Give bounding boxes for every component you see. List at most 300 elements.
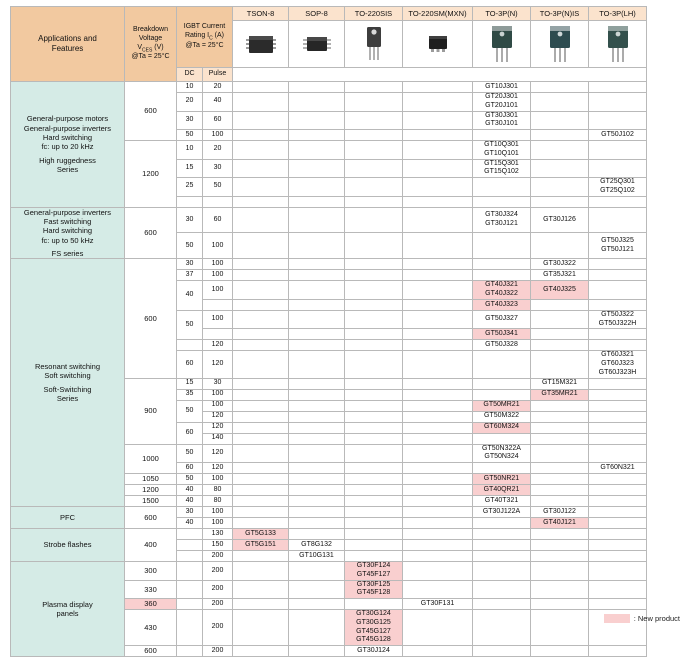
part-number: GT30J124 [357,646,390,654]
part-number-cell-to220sis [345,233,403,259]
header-package-to3pnis: TO-3P(N)IS [531,7,589,21]
pulse-current-cell [203,329,233,340]
part-number-cell-sop8 [289,646,345,657]
header-applications-features [11,7,125,82]
dc-current-cell: 35 [177,389,203,400]
part-number-cell-to220sm [403,159,473,178]
pulse-current-cell: 100 [203,400,233,411]
part-number: GT5G151 [245,540,276,548]
part-number-cell-sop8 [289,474,345,485]
part-number-cell-to220sm [403,400,473,411]
part-number-cell-to3pnis [531,422,589,433]
part-number-cell-to220sm [403,551,473,562]
dc-current-cell: 40 [177,485,203,496]
pulse-current-cell: 200 [203,610,233,646]
pulse-current-cell: 120 [203,411,233,422]
header-package-tson8: TSON-8 [233,7,289,21]
application-group-line: Series [56,394,79,404]
header-breakdown-line4: @Ta = 25°C [131,53,170,61]
part-number: GT30F131 [420,599,455,607]
part-number-cell-to220sis [345,599,403,610]
part-number-cell-to3plh [589,130,647,141]
to220sm-package-icon [403,21,473,68]
part-number-cell-sop8 [289,351,345,378]
part-number: GT40J323 [485,300,518,308]
part-number-cell-to3plh [589,463,647,474]
pulse-current-cell: 80 [203,496,233,507]
part-number-cell-to220sm [403,351,473,378]
part-number: GT25Q301 [600,178,635,185]
part-number-cell-to220sis [345,130,403,141]
part-number: GT50N322A [482,444,521,452]
part-number: GT40J325 [543,285,576,293]
part-number-cell-to220sis [345,646,403,657]
dc-current-cell: 50 [177,444,203,463]
part-number-cell-tson8 [233,130,289,141]
application-group-line: Strobe flashes [43,540,92,550]
part-number-cell-tson8 [233,411,289,422]
dc-current-cell: 10 [177,141,203,160]
part-number-cell-tson8 [233,485,289,496]
part-number-cell-tson8 [233,196,289,207]
part-number: GT10Q301 [484,141,519,148]
part-number-cell-to220sis [345,270,403,281]
part-number-cell-tson8 [233,82,289,93]
pulse-current-cell: 120 [203,444,233,463]
application-group-cell [11,507,125,529]
part-number-cell-to3plh [589,400,647,411]
application-group-line: panels [56,609,79,619]
breakdown-voltage-cell: 600 [125,646,177,657]
header-spacer [233,68,647,82]
application-group-line: Resonant switching [34,362,101,371]
part-number-cell-to220sm [403,496,473,507]
part-number-cell-to3pn [473,196,531,207]
part-number: GT8G132 [301,540,332,548]
pulse-current-cell [203,196,233,207]
part-number-cell-to3pn [473,178,531,197]
part-number-cell-to3pnis [531,329,589,340]
pulse-current-cell: 100 [203,259,233,270]
header-pulse: Pulse [203,68,233,82]
part-number-cell-to220sis [345,310,403,329]
pulse-current-cell: 100 [203,507,233,518]
to3pn-package-icon [473,21,531,68]
part-number-cell-to3pnis [531,444,589,463]
application-group-cell [11,82,125,208]
part-number-cell-to3plh [589,329,647,340]
breakdown-voltage-cell: 330 [125,580,177,599]
part-number-cell-to220sis [345,281,403,300]
application-group-line: General-purpose motors [26,114,109,124]
part-number: GT25Q102 [600,186,635,194]
part-number-cell-tson8 [233,159,289,178]
pulse-current-cell: 120 [203,422,233,433]
header-breakdown-line1: Breakdown [132,26,169,34]
pulse-current-cell: 30 [203,378,233,389]
part-number: GT5G133 [245,529,276,537]
application-group-cell [11,529,125,562]
part-number-cell-to3pn [473,540,531,551]
application-group-line: Soft switching [44,371,91,381]
part-number-cell-sop8 [289,178,345,197]
application-group-line: Hard switching [42,132,93,142]
part-number: GT40J322 [485,290,518,298]
dc-current-cell: 30 [177,259,203,270]
part-number-cell-to220sm [403,463,473,474]
part-number: GT50NR21 [483,474,520,482]
dc-current-cell [177,599,203,610]
part-number-cell-to220sm [403,207,473,233]
part-number-cell-to3pn [473,529,531,540]
dc-current-cell: 40 [177,518,203,529]
part-number-cell-to220sis [345,196,403,207]
pulse-current-cell: 60 [203,111,233,130]
part-number-cell-to220sm [403,518,473,529]
part-number-cell-sop8 [289,610,345,646]
part-number: GT15Q301 [484,159,519,167]
part-number: GT30J126 [543,215,576,223]
pulse-current-cell: 200 [203,646,233,657]
part-number-cell-to220sis [345,433,403,444]
part-number-cell-to3pnis [531,646,589,657]
table-row [11,207,647,233]
dc-current-cell [177,580,203,599]
header-current-line1: IGBT Current [183,23,226,31]
part-number-cell-to220sm [403,610,473,646]
dc-current-cell: 30 [177,207,203,233]
part-number-cell-tson8 [233,111,289,130]
part-number: GT40J121 [543,518,576,526]
part-number-cell-to3plh [589,207,647,233]
dc-current-cell: 60 [177,351,203,378]
part-number-cell-to3plh [589,233,647,259]
breakdown-voltage-cell: 400 [125,529,177,562]
part-number-cell-to220sm [403,329,473,340]
part-number-cell-to3plh [589,599,647,610]
dc-current-cell [177,540,203,551]
part-number: GT50J325 [601,237,634,245]
part-number-cell-sop8 [289,562,345,581]
part-number-cell-to3pn [473,270,531,281]
part-number-cell-to3pnis [531,529,589,540]
part-number-cell-sop8 [289,130,345,141]
part-number-cell-to3pnis [531,562,589,581]
breakdown-voltage-cell: 430 [125,610,177,646]
part-number-cell-tson8 [233,281,289,300]
part-number-cell-to220sis [345,463,403,474]
part-number-cell-to3plh [589,141,647,160]
part-number: GT10J301 [485,82,518,90]
dc-current-cell [177,551,203,562]
part-number-cell-to3plh [589,178,647,197]
dc-current-cell: 20 [177,93,203,112]
dc-current-cell: 10 [177,82,203,93]
dc-current-cell [177,196,203,207]
part-number: GT50MR21 [483,401,520,409]
part-number-cell-to3pnis [531,496,589,507]
part-number: GT50J322H [598,319,637,327]
part-number-cell-to220sis [345,411,403,422]
part-number-cell-sop8 [289,259,345,270]
part-number-cell-sop8 [289,433,345,444]
application-group-line: Hard switching [42,226,93,236]
part-number-cell-to220sis [345,444,403,463]
part-number-cell-to3pn [473,340,531,351]
header-package-to3plh: TO-3P(LH) [589,7,647,21]
part-number-cell-to220sm [403,111,473,130]
part-number-cell-to3pnis [531,178,589,197]
part-number-cell-sop8 [289,207,345,233]
part-number-cell-to3pnis [531,474,589,485]
application-group-cell [11,259,125,507]
part-number-cell-to3pn [473,93,531,112]
part-number-cell-sop8 [289,411,345,422]
part-number-cell-to3pnis [531,351,589,378]
part-number: GT30J122A [482,507,521,515]
application-group-line: General-purpose inverters [23,123,112,133]
part-number-cell-to220sis [345,351,403,378]
part-number-cell-to3pnis [531,378,589,389]
pulse-current-cell: 20 [203,82,233,93]
part-number: GT60N321 [600,463,635,471]
breakdown-voltage-cell: 900 [125,378,177,444]
dc-current-cell: 15 [177,159,203,178]
part-number-cell-tson8 [233,444,289,463]
part-number-cell-to3plh [589,422,647,433]
breakdown-voltage-cell: 600 [125,82,177,141]
pulse-current-cell: 100 [203,518,233,529]
part-number-cell-sop8 [289,111,345,130]
part-number: GT35MR21 [541,390,578,398]
part-number-cell-to220sm [403,562,473,581]
part-number-cell-to3pnis [531,507,589,518]
part-number: GT30J122 [543,507,576,515]
pulse-current-cell: 150 [203,540,233,551]
dc-current-cell: 30 [177,111,203,130]
part-number-cell-to3pnis [531,93,589,112]
part-number-cell-tson8 [233,233,289,259]
part-number-cell-tson8 [233,141,289,160]
part-number-cell-to3pnis [531,281,589,300]
part-number-cell-to3plh [589,646,647,657]
part-number-cell-sop8 [289,463,345,474]
part-number-cell-tson8 [233,463,289,474]
part-number-cell-to220sis [345,299,403,310]
part-number-cell-to3plh [589,562,647,581]
part-number-cell-to3pn [473,433,531,444]
breakdown-voltage-cell: 360 [125,599,177,610]
part-number-cell-to3pnis [531,580,589,599]
header-package-to220sis: TO-220SIS [345,7,403,21]
part-number: GT45G128 [356,636,391,644]
pulse-current-cell: 120 [203,340,233,351]
part-number-cell-to3pn [473,329,531,340]
part-number-cell-to3pn [473,82,531,93]
part-number: GT60J323 [601,360,634,368]
application-group-line: Soft-Switching [43,384,92,394]
part-number-cell-tson8 [233,299,289,310]
part-number-cell-to3pn [473,378,531,389]
part-number-cell-tson8 [233,507,289,518]
part-number-cell-to3pn [473,411,531,422]
to220sis-package-icon [345,21,403,68]
dc-current-cell: 50 [177,400,203,422]
dc-current-cell: 37 [177,270,203,281]
part-number: GT50J121 [601,245,634,253]
part-number-cell-sop8 [289,507,345,518]
part-number-cell-to3pn [473,485,531,496]
part-number-cell-to3plh [589,259,647,270]
part-number-cell-to220sm [403,299,473,310]
part-number-cell-to3plh [589,529,647,540]
header-package-to220sm: TO-220SM(MXN) [403,7,473,21]
part-number-cell-to220sis [345,580,403,599]
part-number-cell-to220sm [403,433,473,444]
part-number: GT10Q101 [484,149,519,157]
part-number-cell-to3pn [473,599,531,610]
part-number-cell-to220sm [403,507,473,518]
part-number-cell-tson8 [233,529,289,540]
part-number-cell-tson8 [233,474,289,485]
part-number-cell-to220sm [403,196,473,207]
part-number-cell-to220sm [403,310,473,329]
dc-current-cell [177,646,203,657]
part-number-cell-to3pnis [531,518,589,529]
new-product-swatch [604,614,630,623]
part-number-cell-to220sm [403,389,473,400]
pulse-current-cell: 200 [203,580,233,599]
part-number-cell-to220sis [345,259,403,270]
part-number-cell-sop8 [289,270,345,281]
part-number-cell-to3pn [473,474,531,485]
part-number-cell-to220sis [345,340,403,351]
part-number-cell-sop8 [289,82,345,93]
part-number-cell-to3plh [589,378,647,389]
part-number-cell-tson8 [233,310,289,329]
part-number-cell-to220sm [403,378,473,389]
header-package-sop8: SOP-8 [289,7,345,21]
dc-current-cell [177,562,203,581]
part-number-cell-sop8 [289,400,345,411]
sop8-package-icon [289,21,345,68]
part-number-cell-to3plh [589,507,647,518]
table-row [11,82,647,93]
part-number: GT45F128 [356,589,391,597]
part-number-cell-to220sis [345,329,403,340]
part-number-cell-to3plh [589,310,647,329]
dc-current-cell: 50 [177,233,203,259]
part-number-cell-to220sm [403,646,473,657]
part-number: GT20J101 [485,101,518,109]
header-current-line2: Rating $I_C$ (A) [184,32,225,42]
dc-current-cell [177,529,203,540]
part-number-cell-to3plh [589,196,647,207]
pulse-current-cell: 30 [203,159,233,178]
part-number: GT30J101 [485,120,518,128]
part-number: GT50J328 [485,341,518,348]
part-number-cell-to220sm [403,444,473,463]
part-number-cell-tson8 [233,389,289,400]
part-number-cell-to220sis [345,518,403,529]
part-number-cell-to3pn [473,444,531,463]
part-number: GT30J301 [485,111,518,119]
part-number-cell-to3pn [473,111,531,130]
breakdown-voltage-cell: 1000 [125,444,177,474]
part-number-cell-tson8 [233,93,289,112]
part-number-cell-to3pn [473,141,531,160]
part-number: GT45G127 [356,627,391,635]
part-number-cell-sop8 [289,518,345,529]
header-applications-line2: Features [51,44,84,53]
part-number-cell-to3pn [473,422,531,433]
part-number-cell-to3pnis [531,551,589,562]
part-number-cell-tson8 [233,270,289,281]
part-number-cell-sop8 [289,141,345,160]
header-breakdown-voltage [125,7,177,82]
part-number-cell-to3pn [473,610,531,646]
part-number-cell-to220sis [345,159,403,178]
part-number-cell-to3pnis [531,196,589,207]
part-number-cell-to220sis [345,562,403,581]
part-number-cell-to220sm [403,540,473,551]
dc-current-cell: 40 [177,496,203,507]
part-number-cell-tson8 [233,610,289,646]
part-number-cell-to3pnis [531,433,589,444]
pulse-current-cell: 200 [203,599,233,610]
part-number: GT30G125 [356,618,391,626]
part-number-cell-to3pnis [531,400,589,411]
pulse-current-cell: 100 [203,474,233,485]
part-number-cell-sop8 [289,580,345,599]
part-number-cell-to3pnis [531,389,589,400]
part-number-cell-to3pnis [531,130,589,141]
part-number-cell-sop8 [289,599,345,610]
matrix-body [11,82,647,657]
part-number-cell-to3plh [589,111,647,130]
part-number-cell-to220sm [403,474,473,485]
header-breakdown-line2: Voltage [138,34,163,42]
part-number-cell-tson8 [233,433,289,444]
table-row [11,507,647,518]
part-number-cell-tson8 [233,178,289,197]
application-group-line: Plasma display [42,599,93,609]
part-number-cell-to220sm [403,270,473,281]
part-number-cell-tson8 [233,540,289,551]
part-number-cell-to3pn [473,551,531,562]
part-number: GT30F124 [356,562,391,570]
header-current-line3: @Ta = 25°C [185,41,224,49]
header-package-to3pn: TO-3P(N) [473,7,531,21]
part-number-cell-sop8 [289,196,345,207]
legend-label: : New product [633,614,680,623]
part-number-cell-sop8 [289,529,345,540]
header-breakdown-symbol: $V_{CES}$ (V) [137,43,164,53]
part-number-cell-to3plh [589,551,647,562]
breakdown-voltage-cell: 600 [125,207,177,259]
part-number: GT60M324 [483,423,520,431]
part-number-cell-to3plh [589,474,647,485]
part-number-cell-sop8 [289,422,345,433]
header-dc: DC [177,68,203,82]
pulse-current-cell: 100 [203,270,233,281]
part-number-cell-to3pnis [531,540,589,551]
part-number-cell-to3pn [473,310,531,329]
part-number-cell-tson8 [233,580,289,599]
dc-current-cell: 25 [177,178,203,197]
part-number: GT15M321 [541,379,578,387]
part-number: GT30J322 [543,260,576,267]
